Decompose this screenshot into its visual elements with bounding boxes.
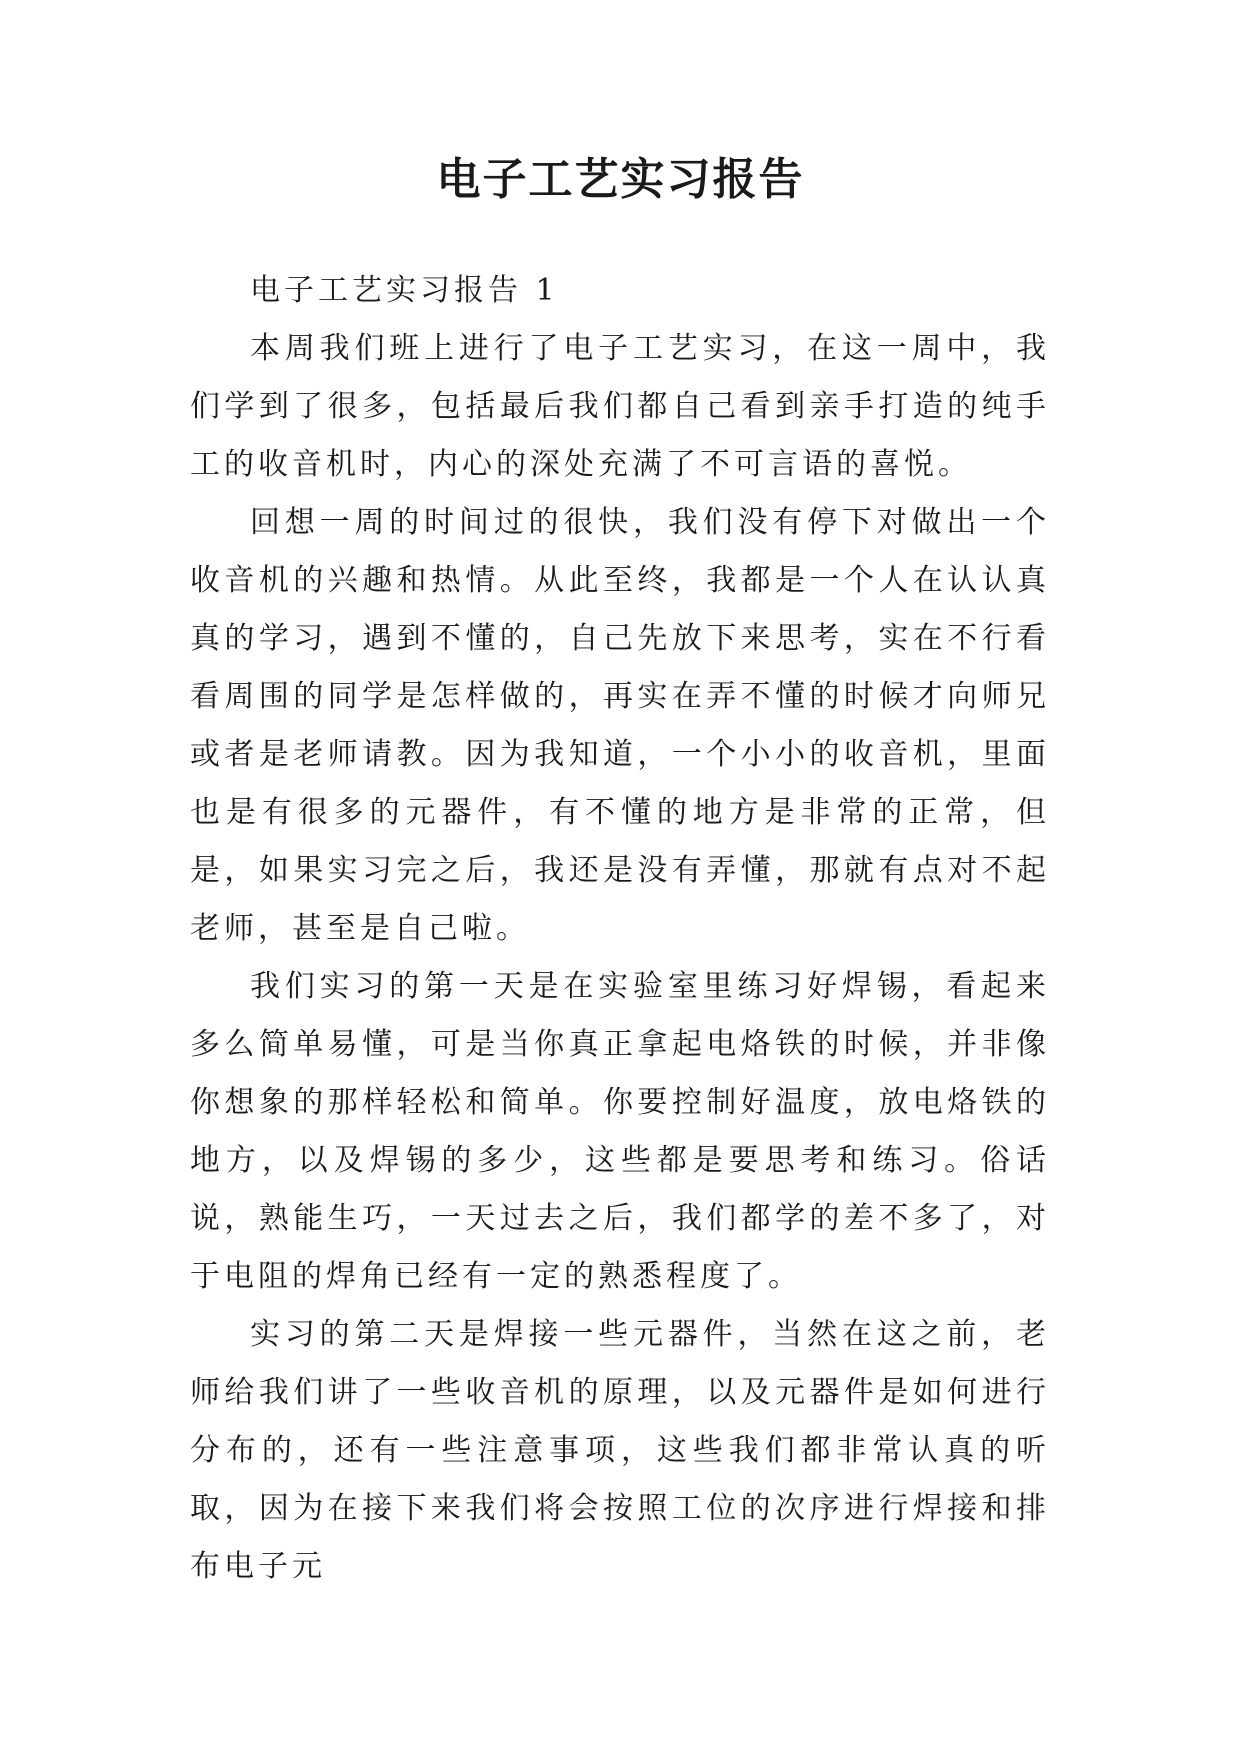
paragraph: 回想一周的时间过的很快，我们没有停下对做出一个收音机的兴趣和热情。从此至终，我都是一个人在认认真真的学习，遇到不懂的，自己先放下来思考，实在不行看看周围的同学是怎样做的，再实在弄不懂的时候才向师兄或者是老师请教。因为我知道，一个小小的收音机，里面也是有很多的元器件，有不懂的地方是非常的正常，但是，如果实习完之后，我还是没有弄懂，那就有点对不起老师，甚至是自己啦。 [190, 505, 1050, 946]
document-title: 电子工艺实习报告 [436, 154, 805, 205]
paragraph: 我们实习的第一天是在实验室里练习好焊锡，看起来多么简单易懂，可是当你真正拿起电烙铁的时候，并非像你想象的那样轻松和简单。你要控制好温度，放电烙铁的地方，以及焊锡的多少，这些都是要思考和练习。俗话说，熟能生巧，一天过去之后，我们都学的差不多了，对于电阻的焊角已经有一定的熟悉程度了。 [190, 969, 1050, 1294]
section-heading: 电子工艺实习报告 1 [250, 273, 559, 308]
paragraph: 本周我们班上进行了电子工艺实习，在这一周中，我们学到了很多，包括最后我们都自己看到亲手打造的纯手工的收音机时，内心的深处充满了不可言语的喜悦。 [190, 331, 1050, 482]
document-body [190, 262, 1050, 1596]
paragraph: 实习的第二天是焊接一些元器件，当然在这之前，老师给我们讲了一些收音机的原理，以及元器件是如何进行分布的，还有一些注意事项，这些我们都非常认真的听取，因为在接下来我们将会按照工位的次序进行焊接和排布电子元 [190, 1317, 1050, 1584]
